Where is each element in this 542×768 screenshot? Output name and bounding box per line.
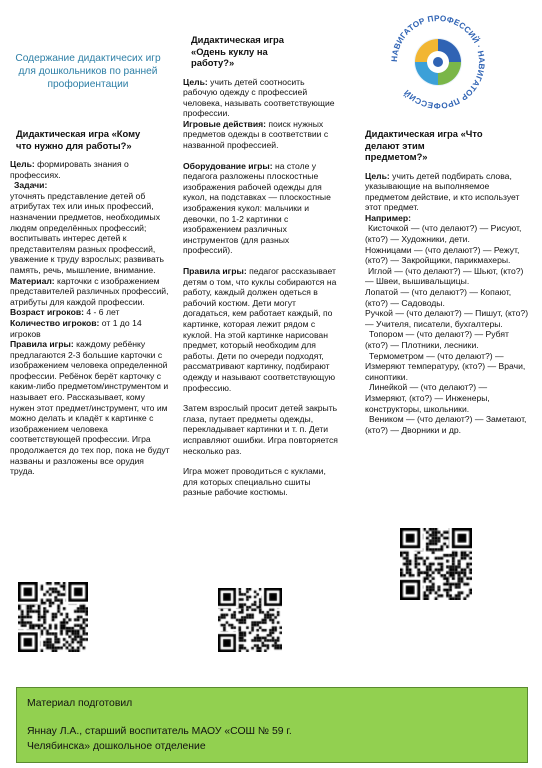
game1-tasks-label: Задачи: bbox=[14, 180, 48, 191]
game2-para3: Игра может проводиться с куклами, для которых специально сшиты разные рабочие костюмы. bbox=[183, 466, 326, 498]
footer-line2: Яннау Л.А., старший воспитатель МАОУ «СОШ № 59 г. Челябинска» дошкольное отделение bbox=[27, 726, 292, 752]
example-item: Термометром — (что делают?) — Измеряют температуру, (кто?) — Врачи, синоптики. bbox=[365, 350, 526, 382]
column-1 bbox=[10, 128, 170, 477]
game2-rules-label: Правила игры: bbox=[183, 266, 247, 276]
footer-box bbox=[16, 687, 528, 763]
example-item: Линейкой — (что делают?) — Измеряют, (кто?) — Инженеры, конструкторы, школьники. bbox=[365, 382, 490, 414]
game2-equipment-text: на столе у педагога разложены плоскостные изображения рабочей одежды для кукол, на подставках — плоскостные изображения кукол: мальчики и девочки, по 1-2 картинки с изображением различных инструментов (для разных профессий). bbox=[183, 160, 331, 256]
game1-goal-text: формировать знания о профессиях. bbox=[10, 159, 129, 180]
game1-rules-label: Правила игры: bbox=[10, 339, 74, 350]
game3-goal-text: учить детей подбирать слова, указывающие на выполняемое предметом действие, и кто использует этот предмет. bbox=[365, 170, 520, 213]
game1-rules-text: каждому ребёнку предлагаются 2-3 большие карточки с изображением человека определенной профессии. Ребёнок берёт карточку с каким-либо предметом/инструментом и называет его. Рассказывает, кому нужен этот предмет/инструмент, что им можно делать и кладёт к картинке с изображением человека соответствующей профессии. Игра продолжается до тех пор, пока не будут названы и разложены все орудия труда. bbox=[10, 339, 170, 477]
column-3 bbox=[365, 128, 531, 435]
game2-rules-text: педагог рассказывает детям о том, что куклы собираются на работу, каждый должен одеться в рабочий костюм. Дети могут догадаться, кем работает каждый, по картинке, которая лежит рядом с куклой. На этой картинке нарисован предмет, который необходим для работы. Дети по очереди подходят, рассматривают картинку, подбирают одежду и называют соответствующую профессию. bbox=[183, 266, 337, 393]
game1-tasks-text: уточнять представление детей об атрибутах тех или иных профессий, назначении предметов, необходимых людям определённых профессий; воспитывать интерес детей к представителям разных профессий, уважение к труду взрослых; развивать память, речь, мышление, внимание. bbox=[10, 190, 165, 275]
game3-goal-label: Цель: bbox=[365, 170, 390, 181]
navigator-logo bbox=[388, 12, 488, 112]
qr-code-1 bbox=[18, 582, 88, 657]
game2-goal-label: Цель: bbox=[183, 76, 208, 87]
game1-count-label: Количество игроков: bbox=[10, 317, 100, 328]
example-item: Лопатой — (что делают?) — Копают, (кто?) — Садоводы. bbox=[365, 287, 512, 308]
intro-heading: Содержание дидактичесих игр для дошкольников по ранней профориентации bbox=[15, 53, 161, 90]
game3-example-label: Например: bbox=[365, 212, 411, 223]
game2-actions-label: Игровые действия: bbox=[183, 118, 266, 129]
example-item: Иглой — (что делают?) — Шьют, (кто?) — Швеи, вышивальщицы. bbox=[365, 265, 524, 287]
game1-material-text: карточки с изображением представителей различных профессий, атрибуты для каждой профессии. bbox=[10, 275, 169, 307]
game1-title: Дидактическая игра «Кому что нужно для работы?» bbox=[16, 128, 141, 151]
example-item: Топором — (что делают?) — Рубят (кто?) — Плотники, лесники. bbox=[365, 329, 509, 350]
game2-actions-text: поиск нужных предметов одежды в соответствии с названной профессией. bbox=[183, 118, 329, 151]
footer-line1: Материал подготовил bbox=[27, 698, 133, 709]
game1-material-label: Материал: bbox=[10, 275, 55, 286]
example-item: Ручкой — (что делают?) — Пишут, (кто?) — Учителя, писатели, бухгалтеры. bbox=[365, 308, 529, 329]
game1-age-label: Возраст игроков: bbox=[10, 307, 84, 318]
game1-count-text: от 1 до 14 игроков bbox=[10, 317, 142, 339]
qr-code-2 bbox=[218, 588, 282, 657]
column-2 bbox=[183, 34, 341, 498]
game1-age-text: 4 - 6 лет bbox=[83, 307, 120, 318]
logo-ring-text: НАВИГАТОР ПРОФЕССИЙ · НАВИГАТОР ПРОФЕССИЙ bbox=[389, 13, 487, 111]
example-item: Веником — (что делают?) — Заметают, (кто?) — Дворники и др. bbox=[365, 414, 527, 435]
game2-title: Дидактическая игра «Одень куклу на работу?» bbox=[191, 34, 284, 68]
game2-goal-text: учить детей соотносить рабочую одежду с профессией человека, называть соответствующие профессии. bbox=[183, 76, 335, 119]
logo-emblem-icon bbox=[414, 38, 462, 86]
game1-goal-label: Цель: bbox=[10, 159, 35, 169]
qr-code-3 bbox=[400, 528, 472, 605]
example-item: Ножницами — (что делают?) — Режут, (кто?) — Закройщики, парикмахеры. bbox=[365, 244, 520, 266]
game2-para2: Затем взрослый просит детей закрыть глаза, путает предметы одежды, перекладывает картинки и т. п. Дети исправляют ошибки. Игра повторяется несколько раз. bbox=[183, 403, 338, 456]
example-item: Кисточкой — (что делают?) — Рисуют, (кто?) — Художники, дети. bbox=[365, 223, 522, 245]
game3-title: Дидактическая игра «Что делают этим предметом?» bbox=[365, 128, 483, 162]
game2-equipment-label: Оборудование игры: bbox=[183, 160, 273, 171]
